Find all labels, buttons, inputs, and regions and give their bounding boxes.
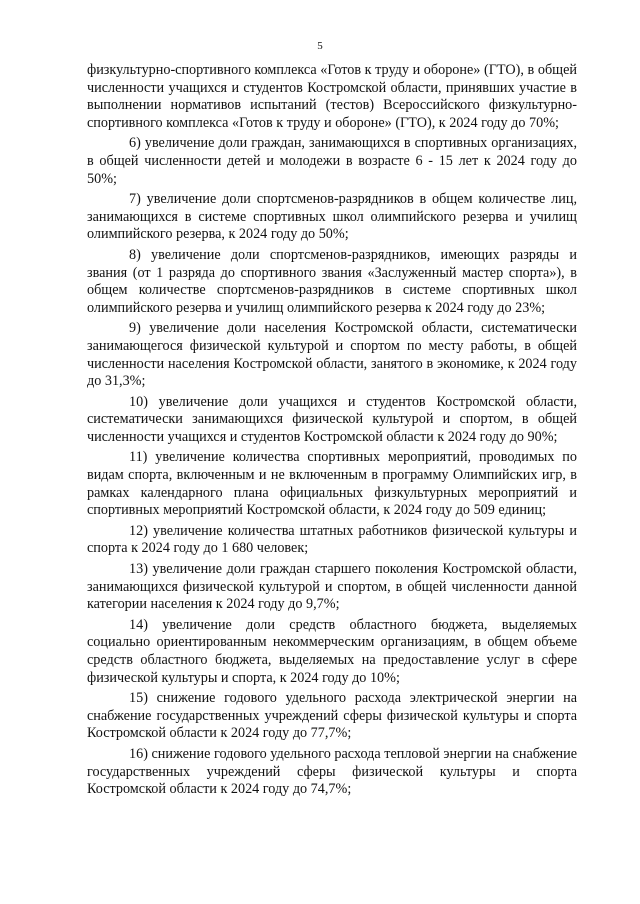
paragraph-continuation: физкультурно-спортивного комплекса «Готов к труду и обороне» (ГТО), в общей численности учащихся и студентов Костромской области, принявших участие в выполнении нормативов испытаний (тестов) Всероссийского физкультурно-спортивного комплекса «Готов к труду и обороне» (ГТО), к 2024 году до 70%; <box>87 62 577 131</box>
paragraph-item-12: 12) увеличение количества штатных работников физической культуры и спорта к 2024 году до 1 680 человек; <box>87 522 577 557</box>
paragraph-item-16: 16) снижение годового удельного расхода тепловой энергии на снабжение государственных учреждений сферы физической культуры и спорта Костромской области к 2024 году до 74,7%; <box>87 745 577 798</box>
paragraph-item-6: 6) увеличение доли граждан, занимающихся в спортивных организациях, в общей численности детей и молодежи в возрасте 6 - 15 лет к 2024 году до 50%; <box>87 135 577 187</box>
paragraph-item-14: 14) увеличение доли средств областного бюджета, выделяемых социально ориентированным некоммерческим организациям, в общем объеме средств областного бюджета, выделяемых на предоставление услуг в сфере физической культуры и спорта, к 2024 году до 10%; <box>87 616 577 686</box>
paragraph-item-13: 13) увеличение доли граждан старшего поколения Костромской области, занимающихся физической культурой и спортом, в общей численности данной категории населения к 2024 году до 9,7%; <box>87 561 577 613</box>
paragraph-item-7: 7) увеличение доли спортсменов-разрядников в общем количестве лиц, занимающихся в системе спортивных школ олимпийского резерва и училищ олимпийского резерва, к 2024 году до 50%; <box>87 191 577 243</box>
paragraph-item-8: 8) увеличение доли спортсменов-разрядников, имеющих разряды и звания (от 1 разряда до спортивного звания «Заслуженный мастер спорта»), в общем количестве спортсменов-разрядников в системе спортивных школ олимпийского резерва и училищ олимпийского резерва к 2024 году до 23%; <box>87 246 577 316</box>
paragraph-item-11: 11) увеличение количества спортивных мероприятий, проводимых по видам спорта, включенным и не включенным в программу Олимпийских игр, в рамках календарного плана официальных физкультурных мероприятий и спортивных мероприятий Костромской области, к 2024 году до 509 единиц; <box>87 449 577 519</box>
paragraph-item-10: 10) увеличение доли учащихся и студентов Костромской области, систематически занимающихся физической культурой и спортом, в общей численности учащихся и студентов Костромской области к 2024 году до 90%; <box>87 393 577 445</box>
paragraph-item-15: 15) снижение годового удельного расхода электрической энергии на снабжение государственных учреждений сферы физической культуры и спорта Костромской области к 2024 году до 77,7%; <box>87 690 577 742</box>
page-number: 5 <box>317 40 323 52</box>
document-body <box>87 62 577 802</box>
paragraph-item-9: 9) увеличение доли населения Костромской области, систематически занимающегося физической культурой и спортом по месту работы, в общей численности населения Костромской области, занятого в экономике, к 2024 году до 31,3%; <box>87 320 577 390</box>
